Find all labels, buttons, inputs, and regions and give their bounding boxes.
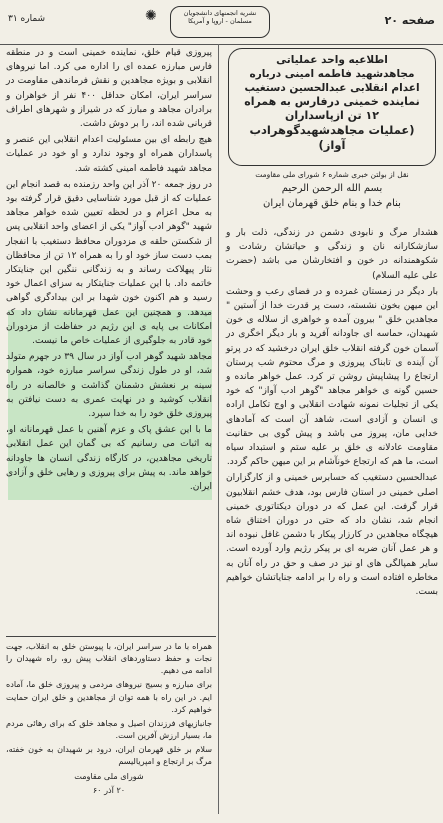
left-paragraph-4: مجاهد شهید گوهر ادب آواز در سال ۳۹ در جهرم متولد شد، او در طول زندگی سراسر مبارزه خود، همواره سینه بر نعشش دشمنان گذاشت و خالصانه در راه انقلاب کوشید و در نهایت عمری به دست نیافتن به پیروزی خلق خود را به خدا سپرد. (6, 352, 212, 420)
closing-slogan: سلام بر خلق قهرمان ایران، درود بر شهیدان به خون خفته، مرگ بر ارتجاع و امپریالیسم (6, 744, 212, 767)
closing-paragraph-2: برای مبارزه و بسیج نیروهای مردمی و پیروزی خلق ما، آماده ایم. در این راه با همه توان از مجاهدین و خلق ایران حمایت خواهیم کرد. (6, 679, 212, 714)
headline-line-6: (عملیات مجاهدشهیدگوهرادب آواز) (249, 123, 415, 152)
masthead-box (170, 6, 270, 38)
closing-paragraph-3: جانبازیهای فرزندان اصیل و مجاهد خلق که برای رهائی مردم ما، بسیار ارزش آفرین است. (6, 717, 212, 741)
emblem-icon: ✺ (145, 8, 157, 24)
left-paragraph-1: پیروزی قیام خلق، نماینده خمینی است و در منطقه فارس مبارزه عمده ای را اداره می کرد. اما نیروهای انقلابی و بویژه مجاهدین و نقش فرماندهی مقاومت در سراسر ایران، امکان حداقل ۴۰۰ نفر از خواهران و برادران مجاهد و مبارز که در شیراز و شهرهای اطراف قربانی شده اند، را بر دوش داشت. (6, 48, 212, 130)
left-paragraph-5: ما با این عشق پاک و عزم آهنین با عمل قهرمانانه او، به اثبات می رسانیم که بی گمان این عمل انقلابی تاریخی مجاهدین، در کارگاه زندگی انسان ها جاودانه خواهد ماند. به پیش برای پیروزی و رهایی خلق و آزادی ایران. (6, 425, 212, 493)
headline-line-5: ۱۲ تن ازپاسداران (285, 109, 379, 122)
masthead-line-1: نشریه انجمنهای دانشجویان (183, 9, 257, 17)
closing-text (6, 640, 212, 798)
headline-line-1: اطلاعیه واحد عملیاتی (276, 54, 388, 66)
headline-line-3: اعدام انقلابی عبدالحسین دستغیب (244, 82, 420, 94)
closing-paragraph-1: همراه با ما در سراسر ایران، با پیوستن خلق به انقلاب، جهت نجات و حفظ دستاوردهای انقلاب پیش رو، راه شهیدان را ادامه می دهیم. (6, 641, 212, 676)
right-paragraph-3: عبدالحسین دستغیب که حسابرس خمینی و از کارگزاران اصلی خمینی در استان فارس بود، هدف خشم انقلابیون قرار گرفت. این عمل که در دوران دیکتاتوری خمینی انجام شد، نشان داد که حتی در دوران اختناق شاه هیچگاه مجاهدین در کارزار پیکار با دشمن غافل نبوده اند و هر عمل آنان ضربه ای بر پیکر رژیم وارد آورده است. سایر همپالگی های او نیز در صف و حق در راه آنان به مخاطره افتاده است و راه را بر ادامه جنایاتشان خواهیم بست. (226, 473, 438, 598)
source-note: نقل از بولتن خبری شماره ۶ شورای ملی مقاومت (255, 170, 409, 179)
opening-quote (228, 183, 436, 209)
headline-box (228, 48, 436, 166)
right-paragraph-2: بار دیگر در زمستان غمزده و در فضای رعب و وحشت این میهن بخون نشسته، دست پر قدرت خدا از آستین " مجاهدین خلق " بیرون آمده و خواهری از سلاله ی خون شهیدان، حماسه ای جاودانه آفرید و بار دیگر اخگری در آسمان خون گرفته انقلاب خلق ایران درخشید که در پرتو آن آینده ی تابناک پیروزی و مرگ محتوم شب پرستان ارتجاع را پیشاپیش روشن تر کرد. عمل خواهر مانده و حسین گونه ی خواهر مجاهد "گوهر ادب آواز" که خود یکی از تجلیات نمونه شهادت انقلابی و اوج تکامل اراده ی انسان و آزادی است، شاهد آن است که آمادهای خدایی مان، پیروز می باشد و پیش گوی بی حقانیت مقاومت عادلانه ی خلق بر علیه ستم و استبداد سیاه است، ما هم که ارتجاع خونآشام بر این میهن حاکم گردد. (226, 286, 438, 468)
right-column-text (226, 226, 438, 601)
issue-number: شماره ۳۱ (8, 14, 46, 24)
quote-line-2: بنام خدا و بنام خلق قهرمان ایران (263, 198, 401, 209)
page-number: صفحه ۲۰ (384, 14, 435, 27)
left-paragraph-2: هیچ رابطه ای بین مسئولیت اعدام انقلابی این عنصر و پاسداران همراه او وجود ندارد و او خود در عملیات مجاهد شهید فاطمه امینی کشته شد. (6, 135, 212, 174)
quote-line-1: بسم الله الرحمن الرحیم (281, 183, 383, 194)
section-rule (6, 636, 216, 637)
headline-line-2: مجاهدشهید فاطمه امینی درباره (249, 68, 415, 80)
left-paragraph-3: در روز جمعه ۲۰ آذر این واحد رزمنده به قصد انجام این عملیات که از قبل مورد شناسایی دقیق قرار گرفته بود به محل اعزام و در لحظه تعیین شده خواهر مجاهد شهید "گوهر ادب آواز" یکی از اعضای واحد انقلابی پس از شکستن حلقه ی مزدوران محافظ دستغیب با انفجار بمب دست ساز خود او را به همراه ۱۲ تن از محافظان نثار پیهلاکت رساند و به زندگانی ننگین این جنایتکار خاتمه داد. با این عملیات جنایتکار به سزای اعمال خود رسید و هم اکنون خون شهدا بر این بیدادگری گواهی میدهد. و همچنین این عمل قهرمانانه نشان داد که امکانات بی پایه ی این رژیم در حفاظت از مزدوران خود قادر به جلوگیری از عملیات خاص ما نیست. (6, 179, 212, 347)
left-column-text (6, 46, 212, 496)
masthead-line-2: مسلمان - اروپا و آمریکا (188, 17, 252, 25)
column-divider (218, 44, 219, 814)
right-paragraph-1: هشدار مرگ و نابودی دشمن در زندگی، ذلت بار و سازشکارانه نان و زندگی و حیاتشان رشادت و شکوهمندانه در خون و افتخارشان می باشد (حضرت علی علیه السلام) (226, 228, 438, 281)
headline-line-4: نماینده خمینی درفارس به همراه (244, 95, 420, 108)
page-header (0, 0, 443, 45)
closing-date: ۲۰ آذر ۶۰ (92, 784, 126, 795)
signature: شورای ملی مقاومت (74, 770, 144, 781)
